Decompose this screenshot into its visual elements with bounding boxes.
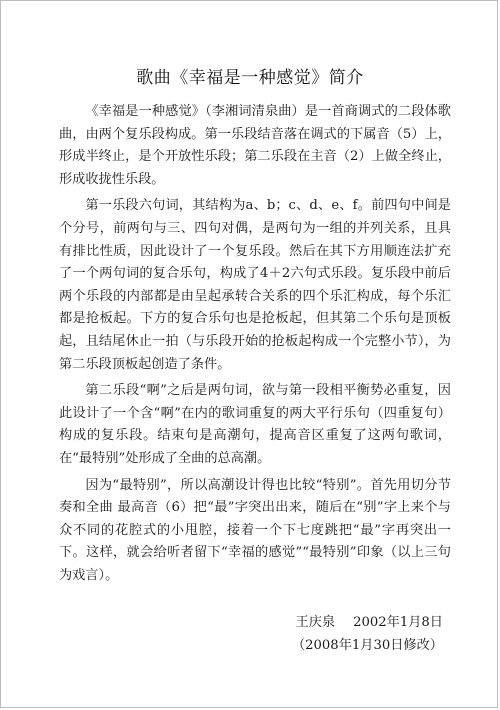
paragraph-3: 第二乐段“啊”之后是两句词，欲与第一段相平衡势必重复，因此设计了一个含“啊”在内的歌词重复的两大平行乐句（四重复句）构成的复乐段。结束句是高潮句，提高音区重复了这两句歌词，在“最特别”处形成了全曲的总高潮。 — [59, 383, 451, 466]
revision-note: （2008年1月30日修改） — [291, 638, 443, 653]
paragraph-1: 《幸福是一种感觉》（李湘词清泉曲）是一首商调式的二段体歌曲，由两个复乐段构成。第一乐段结音落在调式的下属音（5）上，形成半终止，是个开放性乐段；第二乐段在主音（2）上做全终止，形成收拢性乐段。 — [59, 104, 451, 187]
signature-line — [292, 611, 443, 634]
document-body — [59, 101, 451, 591]
paragraph-2: 第一乐段六句词，其结构为a、b；c、d、e、f。前四句中间是个分号，前两句与三、四句对偶，是两句为一组的并列关系，且具有排比性质，因此设计了一个复乐段。然后在其下方用顺连法扩充了一个两句词的复合乐句，构成了4＋2六句式乐段。复乐段中前后两个乐段的内部都是由呈起承转合关系的四个乐汇构成，每个乐汇都是抢板起。下方的复合乐句也是抢板起，但其第二个乐句是顶板起，且结尾休止一拍（与乐段开始的抢板起构成一个完整小节），为第二乐段顶板起创造了条件。 — [59, 198, 451, 372]
document-title: 歌曲《幸福是一种感觉》简介 — [136, 68, 364, 88]
author-name: 王庆泉 — [295, 615, 336, 630]
paragraph-4: 因为“最特别”，所以高潮设计得也比较“特别”。首先用切分节奏和全曲 最高音（6̇）把“最”字突出出来，随后在“别”字上来个与众不同的花腔式的小甩腔，接着一个下七度跳把“最”字再突出一下。这样，就会给听者留下“幸福的感觉”“最特别”印象（以上三句为戏言）。 — [59, 477, 451, 583]
signature-block — [292, 611, 443, 657]
author-date: 2002年1月8日 — [353, 615, 443, 630]
